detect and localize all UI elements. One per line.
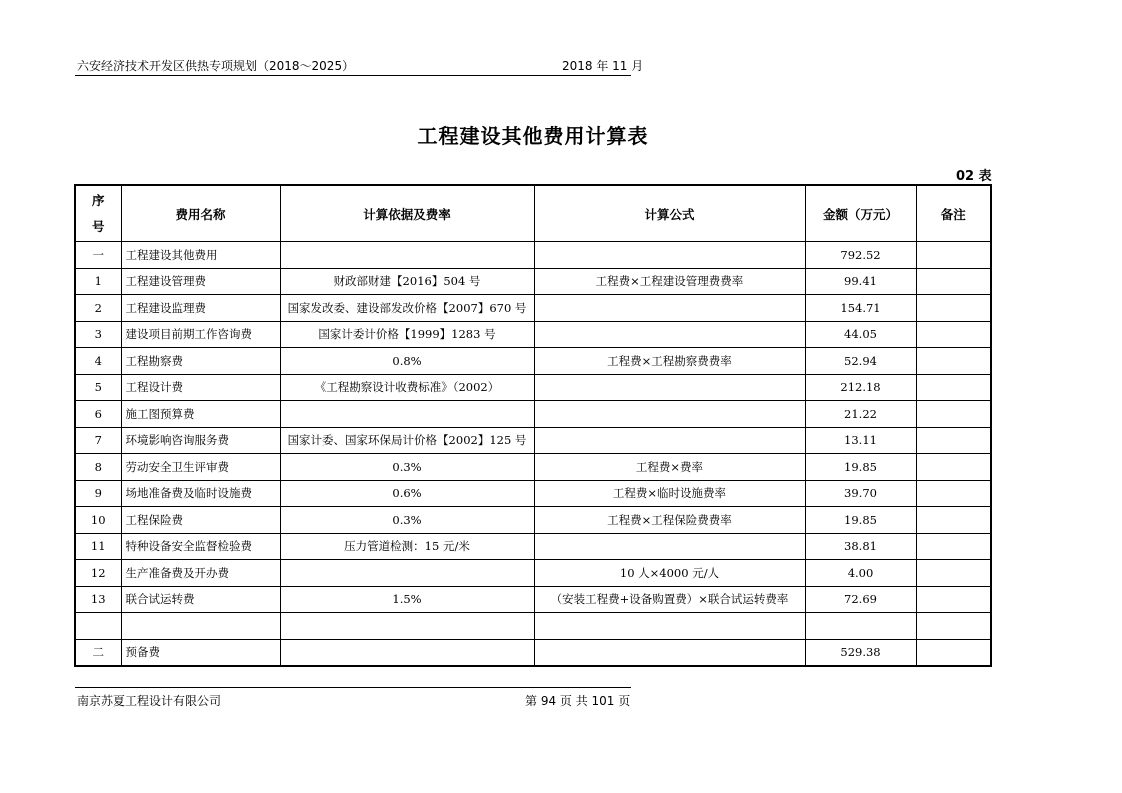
cell-basis [280, 242, 534, 269]
cell-amount: 792.52 [805, 242, 916, 269]
cell-amount: 21.22 [805, 401, 916, 428]
cell-basis: 《工程勘察设计收费标准》（2002） [280, 374, 534, 401]
cell-amount: 19.85 [805, 507, 916, 534]
cell-note [916, 507, 991, 534]
cell-basis: 财政部财建【2016】504 号 [280, 268, 534, 295]
cell-note [916, 401, 991, 428]
document-date: 2018 年 11 月 [562, 59, 644, 73]
cell-note [916, 639, 991, 666]
cell-note [916, 560, 991, 587]
cell-name: 劳动安全卫生评审费 [121, 454, 280, 481]
cell-amount [805, 613, 916, 640]
cell-basis: 0.3% [280, 507, 534, 534]
table-number: 02 表 [956, 169, 992, 184]
cell-basis: 1.5% [280, 586, 534, 613]
cell-name: 工程设计费 [121, 374, 280, 401]
cell-formula: 工程费×工程建设管理费费率 [534, 268, 805, 295]
cell-amount: 4.00 [805, 560, 916, 587]
cell-seq [75, 613, 121, 640]
cell-basis: 0.3% [280, 454, 534, 481]
cell-seq: 13 [75, 586, 121, 613]
cell-note [916, 533, 991, 560]
cell-note [916, 586, 991, 613]
cell-amount: 13.11 [805, 427, 916, 454]
cell-seq: 12 [75, 560, 121, 587]
cell-note [916, 242, 991, 269]
cell-name: 施工图预算费 [121, 401, 280, 428]
company-name: 南京苏夏工程设计有限公司 [77, 694, 222, 708]
cell-amount: 72.69 [805, 586, 916, 613]
document-title: 六安经济技术开发区供热专项规划（2018～2025） [77, 59, 355, 73]
cell-formula: 工程费×临时设施费率 [534, 480, 805, 507]
cell-name: 工程保险费 [121, 507, 280, 534]
cell-note [916, 348, 991, 375]
cell-formula: （安装工程费+设备购置费）×联合试运转费率 [534, 586, 805, 613]
cell-formula: 工程费×工程勘察费费率 [534, 348, 805, 375]
cell-basis [280, 613, 534, 640]
table-row [75, 639, 991, 666]
cell-name: 生产准备费及开办费 [121, 560, 280, 587]
cell-seq: 5 [75, 374, 121, 401]
table-row [75, 348, 991, 375]
cell-seq: 2 [75, 295, 121, 322]
cell-name: 环境影响咨询服务费 [121, 427, 280, 454]
table-header-row [75, 185, 991, 242]
cell-formula: 工程费×费率 [534, 454, 805, 481]
cell-formula: 10 人×4000 元/人 [534, 560, 805, 587]
cell-seq: 4 [75, 348, 121, 375]
cell-amount: 154.71 [805, 295, 916, 322]
cost-table [74, 184, 992, 667]
cell-seq: 6 [75, 401, 121, 428]
table-row [75, 454, 991, 481]
cell-seq: 二 [75, 639, 121, 666]
page-title: 工程建设其他费用计算表 [417, 124, 649, 148]
cell-name: 场地准备费及临时设施费 [121, 480, 280, 507]
cell-name: 建设项目前期工作咨询费 [121, 321, 280, 348]
cell-basis: 压力管道检测：15 元/米 [280, 533, 534, 560]
cell-note [916, 454, 991, 481]
cell-note [916, 480, 991, 507]
header-name: 费用名称 [121, 185, 280, 242]
table-row [75, 401, 991, 428]
cell-formula [534, 401, 805, 428]
cell-formula [534, 533, 805, 560]
cell-seq: 10 [75, 507, 121, 534]
cell-name: 工程建设监理费 [121, 295, 280, 322]
table-row [75, 480, 991, 507]
cell-formula [534, 613, 805, 640]
footer-divider [75, 687, 631, 688]
cell-seq: 11 [75, 533, 121, 560]
cell-basis [280, 401, 534, 428]
header-formula: 计算公式 [534, 185, 805, 242]
cell-note [916, 295, 991, 322]
cell-seq: 8 [75, 454, 121, 481]
cell-name [121, 613, 280, 640]
table-row [75, 560, 991, 587]
header-seq-line1: 序 [91, 192, 105, 208]
cell-formula [534, 242, 805, 269]
cell-seq: 7 [75, 427, 121, 454]
cell-note [916, 268, 991, 295]
table-row [75, 268, 991, 295]
header-seq [75, 185, 121, 242]
cell-amount: 39.70 [805, 480, 916, 507]
table-row [75, 507, 991, 534]
cell-name: 工程建设管理费 [121, 268, 280, 295]
cell-basis: 0.8% [280, 348, 534, 375]
cell-amount: 19.85 [805, 454, 916, 481]
cell-basis: 国家计委计价格【1999】1283 号 [280, 321, 534, 348]
cell-note [916, 613, 991, 640]
table-row [75, 295, 991, 322]
table-row [75, 321, 991, 348]
cell-note [916, 427, 991, 454]
table-row [75, 427, 991, 454]
cell-seq: 一 [75, 242, 121, 269]
cell-note [916, 321, 991, 348]
cell-basis: 国家计委、国家环保局计价格【2002】125 号 [280, 427, 534, 454]
cell-amount: 44.05 [805, 321, 916, 348]
cell-seq: 3 [75, 321, 121, 348]
header-divider [75, 75, 631, 76]
table-row [75, 586, 991, 613]
header-amount: 金额（万元） [805, 185, 916, 242]
cell-formula [534, 321, 805, 348]
cell-amount: 529.38 [805, 639, 916, 666]
cell-name: 特种设备安全监督检验费 [121, 533, 280, 560]
cell-name: 联合试运转费 [121, 586, 280, 613]
table-row [75, 613, 991, 640]
cell-formula [534, 295, 805, 322]
cell-name: 工程勘察费 [121, 348, 280, 375]
table-row [75, 242, 991, 269]
header-note: 备注 [916, 185, 991, 242]
header-basis: 计算依据及费率 [280, 185, 534, 242]
cell-formula [534, 427, 805, 454]
cell-seq: 9 [75, 480, 121, 507]
cell-note [916, 374, 991, 401]
cell-amount: 99.41 [805, 268, 916, 295]
cell-basis [280, 560, 534, 587]
cell-seq: 1 [75, 268, 121, 295]
cell-amount: 38.81 [805, 533, 916, 560]
cell-basis: 0.6% [280, 480, 534, 507]
cell-name: 预备费 [121, 639, 280, 666]
cell-amount: 212.18 [805, 374, 916, 401]
table-row [75, 374, 991, 401]
cell-formula: 工程费×工程保险费费率 [534, 507, 805, 534]
table-row [75, 533, 991, 560]
cell-amount: 52.94 [805, 348, 916, 375]
page-number: 第 94 页 共 101 页 [525, 694, 631, 708]
cell-basis: 国家发改委、建设部发改价格【2007】670 号 [280, 295, 534, 322]
cell-formula [534, 374, 805, 401]
cell-formula [534, 639, 805, 666]
header-seq-line2: 号 [91, 218, 105, 234]
cell-name: 工程建设其他费用 [121, 242, 280, 269]
cell-basis [280, 639, 534, 666]
